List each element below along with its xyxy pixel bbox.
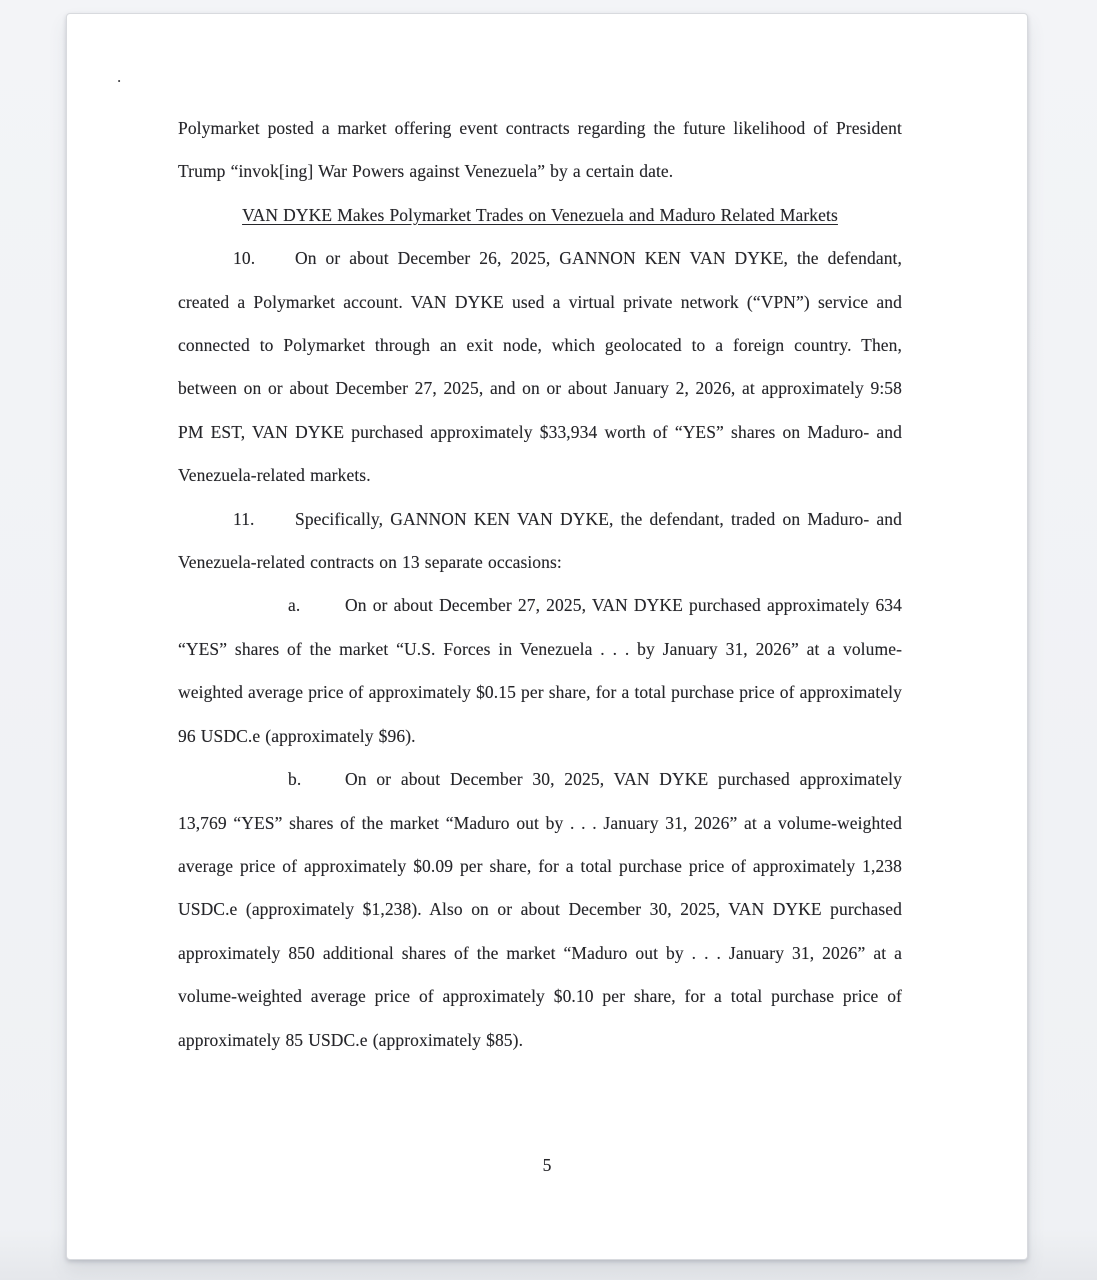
subparagraph-b-letter: b. <box>288 769 302 790</box>
subparagraph-a-letter: a. <box>288 595 301 616</box>
paragraph-10-number: 10. <box>233 248 256 269</box>
subparagraph-b-text: On or about December 30, 2025, VAN DYKE purchased approximately 13,769 “YES” shares of the market “Maduro out by . . . January 31, 2026” at a volume-weighted average price of approximately $0.09 per share, for a total purchase price of approximately 1,238 USDC.e (approximately $1,238). Also on or about December 30, 2025, VAN DYKE purchased approximately 850 additional shares of the market “Maduro out by . . . January 31, 2026” at a volume-weighted average price of approximately $0.10 per share, for a total purchase price of approximately 85 USDC.e (approximately $85). <box>178 769 902 1050</box>
document-page <box>66 13 1028 1260</box>
subparagraph-a-text: On or about December 27, 2025, VAN DYKE purchased approximately 634 “YES” shares of the market “U.S. Forces in Venezuela . . . by January 31, 2026” at a volume-weighted average price of approximately $0.15 per share, for a total purchase price of approximately 96 USDC.e (approximately $96). <box>178 595 902 746</box>
paragraph-10-text: On or about December 26, 2025, GANNON KEN VAN DYKE, the defendant, created a Polymarket account. VAN DYKE used a virtual private network (“VPN”) service and connected to Polymarket through an exit node, which geolocated to a foreign country. Then, between on or about December 27, 2025, and on or about January 2, 2026, at approximately 9:58 PM EST, VAN DYKE purchased approximately $33,934 worth of “YES” shares on Maduro- and Venezuela-related markets. <box>178 248 902 486</box>
subparagraph-b <box>178 758 902 1062</box>
subparagraph-a <box>178 584 902 758</box>
paragraph-11-number: 11. <box>233 508 255 529</box>
paragraph-11 <box>178 498 902 585</box>
page-number: 5 <box>542 1155 552 1175</box>
section-heading: VAN DYKE Makes Polymarket Trades on Venezuela and Maduro Related Markets <box>242 204 838 225</box>
scan-artifact-dot: . <box>117 67 122 86</box>
intro-paragraph: Polymarket posted a market offering event contracts regarding the future likelihood of President Trump “invok[ing] War Powers against Venezuela” by a certain date. <box>178 118 902 182</box>
page-content <box>178 107 902 1062</box>
paragraph-11-text: Specifically, GANNON KEN VAN DYKE, the defendant, traded on Maduro- and Venezuela-related contracts on 13 separate occasions: <box>178 508 902 573</box>
paragraph-10 <box>178 237 902 497</box>
